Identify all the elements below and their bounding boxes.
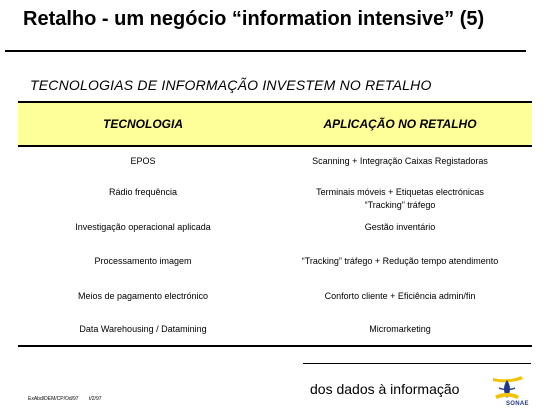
slide-title: Retalho - um negócio “information intensive” (5) [23,8,485,30]
cell-technology: Data Warehousing / Datamining [79,324,207,334]
header-technology: TECNOLOGIA [103,117,183,131]
page-reference: t/2/97 [89,396,102,402]
cell-technology: Processamento imagem [94,256,192,266]
table-header-rule [18,145,532,147]
cell-application: Conforto cliente + Eficiência admin/fin [324,291,476,301]
cell-technology: EPOS [130,156,156,166]
footer-divider [303,363,531,364]
slide-subtitle: TECNOLOGIAS DE INFORMAÇÃO INVESTEM NO RETALHO [30,77,432,93]
cell-application: “Tracking” tráfego + Redução tempo atendimento [301,256,499,266]
cell-application: Gestão inventário [364,222,436,232]
header-application: APLICAÇÃO NO RETALHO [323,117,477,131]
logo-wordmark: SONAE [506,401,529,407]
title-divider [5,50,526,52]
technology-table [18,101,532,347]
cell-application: Micromarketing [369,324,431,334]
cell-application: Terminais móveis + Etiquetas electrónicas “Tracking” tráfego [316,187,484,210]
cell-technology: Meios de pagamento electrónico [77,291,209,301]
cell-technology: Investigação operacional aplicada [75,222,211,232]
document-reference: ExAbd/DEM/CP/Od/97 [28,396,79,402]
cell-technology: Rádio frequência [108,187,178,197]
cell-application: Scanning + Integração Caixas Registadoras [312,156,488,166]
table-bottom-rule [18,345,532,347]
footer-tagline: dos dados à informação [310,381,460,397]
